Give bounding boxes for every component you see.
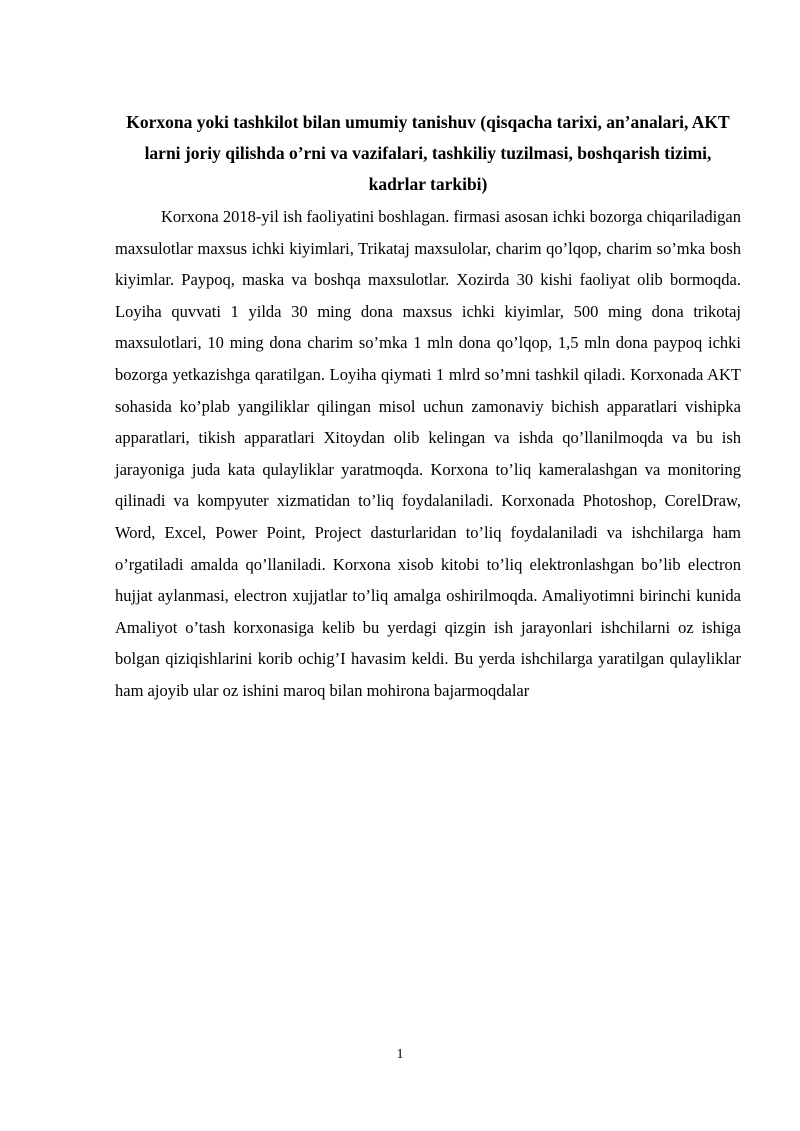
section-title: Korxona yoki tashkilot bilan umumiy tanishuv (qisqacha tarixi, an’analari, AKT larni joriy qilishda o’rni va vazifalari, tashkiliy tuzilmasi, boshqarish tizimi, kadrlar tarkibi) <box>126 112 730 194</box>
page-number: 1 <box>396 1047 404 1062</box>
body-paragraph: Korxona 2018-yil ish faoliyatini boshlagan. firmasi asosan ichki bozorga chiqariladigan maxsulotlar maxsus ichki kiyimlari, Trikataj maxsulolar, charim qo’lqop, charim so’mka bosh kiyimlar. Paypoq, maska va boshqa maxsulotlar. Xozirda 30 kishi faoliyat olib bormoqda. Loyiha quvvati 1 yilda 30 ming dona maxsus ichki kiyimlar, 500 ming dona trikotaj maxsulotlari, 10 ming dona charim so’mka 1 mln dona qo’lqop, 1,5 mln dona paypoq ichki bozorga yetkazishga qaratilgan. Loyiha qiymati 1 mlrd so’mni tashkil qiladi. Korxonada AKT sohasida ko’plab yangiliklar qilingan misol uchun zamonaviy bichish apparatlari vishipka apparatlari, tikish apparatlari Xitoydan olib kelingan va ishda qo’llanilmoqda va bu ish jarayoniga juda kata qulayliklar yaratmoqda. Korxona to’liq kameralashgan va monitoring qilinadi va kompyuter xizmatidan to’liq foydalaniladi. Korxonada Photoshop, CorelDraw, Word, Excel, Power Point, Project dasturlaridan to’liq foydalaniladi va ishchilarga ham o’rgatiladi amalda qo’llaniladi. Korxona xisob kitobi to’liq elektronlashgan bo’lib electron hujjat aylanmasi, electron xujjatlar to’liq amalga oshirilmoqda. Amaliyotimni birinchi kunida Amaliyot o’tash korxonasiga kelib bu yerdagi qizgin ish jarayonlari ishchilarni oz ishiga bolgan qiziqishlarini korib ochig’I havasim keldi. Bu yerda ishchilarga yaratilgan qulayliklar ham ajoyib ular oz ishini maroq bilan mohirona bajarmoqdalar <box>115 207 741 700</box>
page-content <box>115 107 741 707</box>
